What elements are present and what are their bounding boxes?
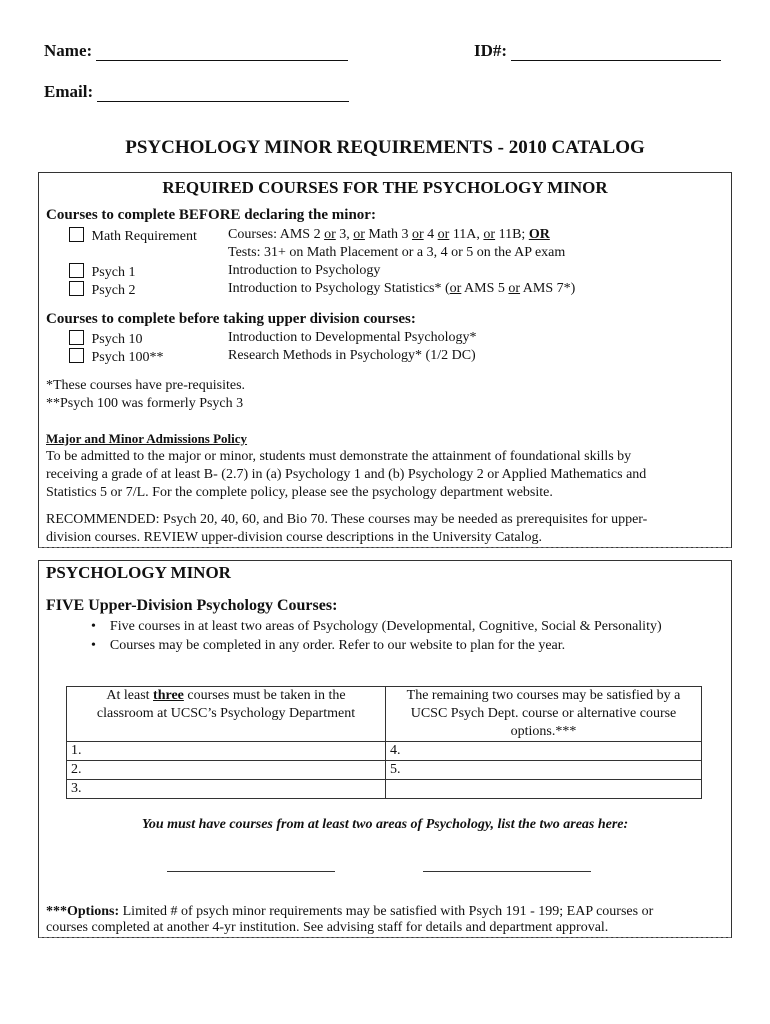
policy-heading: Major and Minor Admissions Policy (46, 431, 248, 446)
table-cell[interactable]: 5. (386, 761, 702, 780)
options-label: ***Options: (46, 904, 120, 919)
psych10-checkbox[interactable] (69, 330, 84, 345)
email-input-line[interactable] (97, 81, 349, 102)
options-line-1 (46, 904, 653, 920)
math-requirement-row (69, 227, 197, 245)
id-field-row (474, 40, 721, 61)
math-courses-text: Courses: AMS 2 or 3, or Math 3 or 4 or 11A, or 11B; OR (228, 227, 550, 242)
table-row (67, 761, 702, 780)
psych1-checkbox[interactable] (69, 263, 84, 278)
email-field-row (44, 81, 349, 102)
table-cell[interactable] (386, 780, 702, 799)
recommended-line-2: division courses. REVIEW upper-division course descriptions in the University Catalog. (46, 530, 542, 545)
prereq-note: *These courses have pre-requisites. (46, 378, 246, 393)
math-tests-text: Tests: 31+ on Math Placement or a 3, 4 or 5 on the AP exam (228, 245, 566, 260)
psych100-label: Psych 100** (91, 350, 164, 365)
header-emphasis: three (153, 688, 184, 703)
math-requirement-checkbox[interactable] (69, 227, 84, 242)
before-declaring-heading: Courses to complete BEFORE declaring the minor: (46, 207, 376, 223)
table-cell[interactable]: 4. (386, 742, 702, 761)
psych2-label: Psych 2 (91, 283, 136, 298)
table-header-classroom (67, 687, 386, 742)
psych10-desc: Introduction to Developmental Psychology* (228, 330, 477, 345)
name-input-line[interactable] (96, 40, 348, 61)
psych1-desc: Introduction to Psychology (228, 263, 381, 278)
table-header-remaining: The remaining two courses may be satisfied by a UCSC Psych Dept. course or alternative course options.*** (386, 687, 702, 742)
divider (39, 547, 731, 548)
psych10-row (69, 330, 142, 348)
options-text-1: Limited # of psych minor requirements may be satisfied with Psych 191 - 199; EAP courses or (119, 904, 654, 919)
psych2-row (69, 281, 135, 299)
bullet-item: • Five courses in at least two areas of Psychology (Developmental, Cognitive, Social & Personality) (91, 619, 662, 634)
math-requirement-label: Math Requirement (91, 229, 197, 244)
bullet-text-1: Five courses in at least two areas of Psychology (Developmental, Cognitive, Social & Personality) (109, 619, 662, 634)
page-title: PSYCHOLOGY MINOR REQUIREMENTS - 2010 CATALOG (125, 137, 645, 158)
table-row (67, 780, 702, 799)
options-line-2: courses completed at another 4-yr institution. See advising staff for details and department approval. (46, 920, 609, 935)
policy-line-2: receiving a grade of at least B- (2.7) in (a) Psychology 1 and (b) Psychology 2 or Applied Mathematics and (46, 467, 647, 482)
psych100-note: **Psych 100 was formerly Psych 3 (46, 396, 244, 411)
header-text: At least (106, 688, 154, 703)
policy-line-3: Statistics 5 or 7/L. For the complete policy, please see the psychology department website. (46, 485, 553, 500)
table-cell[interactable]: 3. (67, 780, 386, 799)
upper-division-heading: FIVE Upper-Division Psychology Courses: (46, 597, 338, 614)
email-label: Email: (44, 82, 94, 101)
psych100-checkbox[interactable] (69, 348, 84, 363)
psych1-label: Psych 1 (91, 265, 136, 280)
course-table (66, 686, 702, 799)
psych2-desc: Introduction to Psychology Statistics* (or AMS 5 or AMS 7*) (228, 281, 576, 296)
psych100-row (69, 348, 163, 366)
area-2-blank[interactable] (423, 870, 591, 872)
required-heading: REQUIRED COURSES FOR THE PSYCHOLOGY MINOR (162, 178, 608, 197)
psych1-row (69, 263, 135, 281)
psych10-label: Psych 10 (91, 332, 143, 347)
minor-heading: PSYCHOLOGY MINOR (46, 563, 231, 582)
table-cell[interactable]: 1. (67, 742, 386, 761)
policy-line-1: To be admitted to the major or minor, students must demonstrate the attainment of foundational skills by (46, 449, 632, 464)
header-text: courses must be taken in the (183, 688, 346, 703)
table-row (67, 742, 702, 761)
areas-prompt: You must have courses from at least two areas of Psychology, list the two areas here: (141, 817, 629, 832)
required-courses-box (38, 172, 732, 548)
psych2-checkbox[interactable] (69, 281, 84, 296)
divider (39, 937, 731, 938)
name-field-row (44, 40, 348, 61)
before-upper-heading: Courses to complete before taking upper division courses: (46, 311, 416, 327)
bullet-item: • Courses may be completed in any order. Refer to our website to plan for the year. (91, 638, 566, 653)
table-cell[interactable]: 2. (67, 761, 386, 780)
recommended-line-1: RECOMMENDED: Psych 20, 40, 60, and Bio 70. These courses may be needed as prerequisites for upper- (46, 512, 648, 527)
id-label: ID#: (474, 41, 508, 60)
name-label: Name: (44, 41, 93, 60)
area-1-blank[interactable] (167, 870, 335, 872)
header-text: classroom at UCSC’s Psychology Department (96, 706, 356, 721)
id-input-line[interactable] (511, 40, 721, 61)
bullet-text-2: Courses may be completed in any order. Refer to our website to plan for the year. (109, 638, 566, 653)
psych100-desc: Research Methods in Psychology* (1/2 DC) (228, 348, 476, 363)
